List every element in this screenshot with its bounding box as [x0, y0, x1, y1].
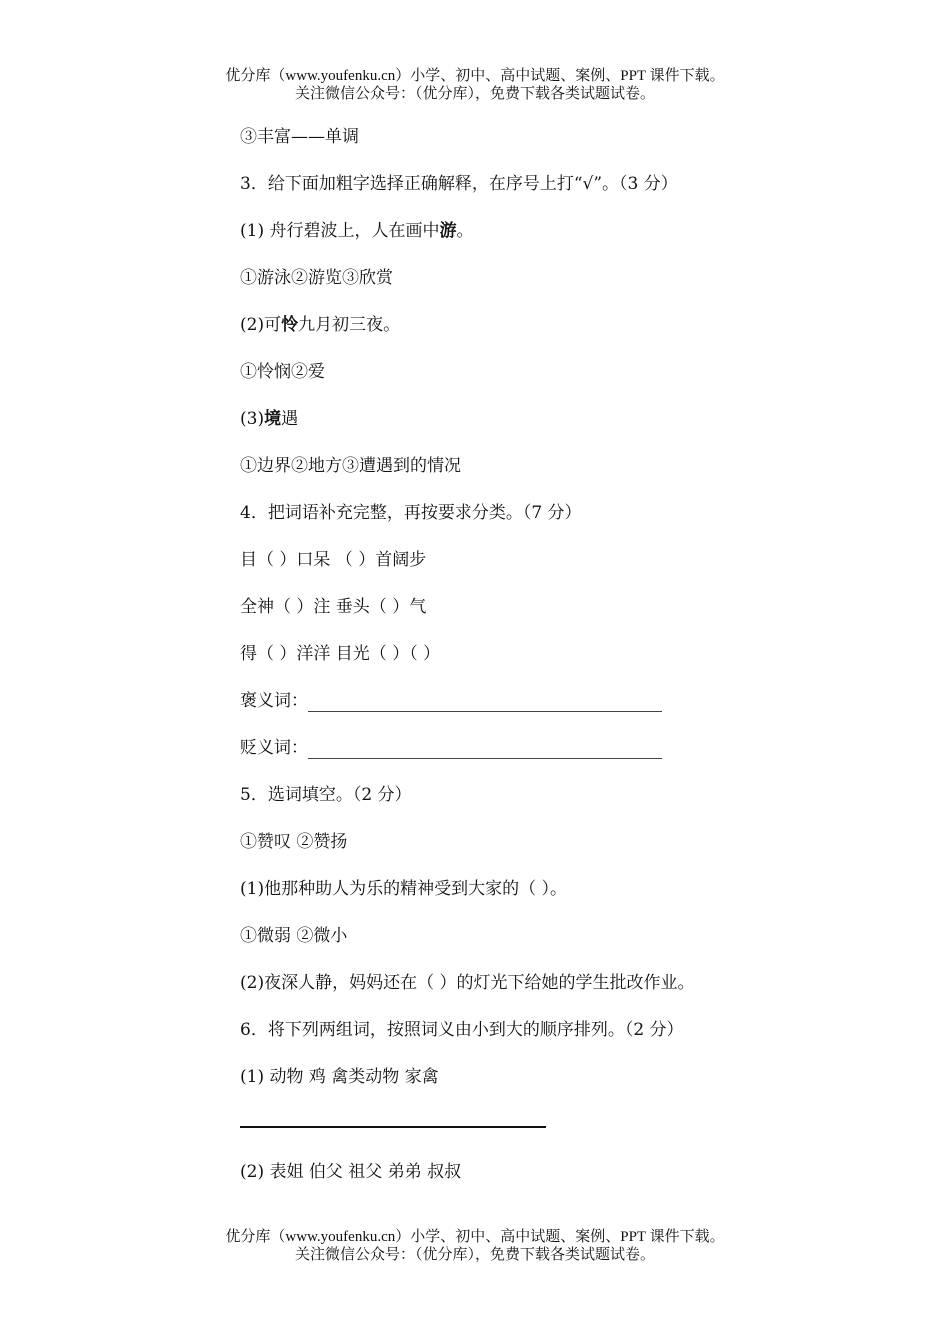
question-6-title: 6．将下列两组词，按照词义由小到大的顺序排列。（2 分） — [240, 1020, 684, 1040]
question-5-item-2: (2)夜深人静，妈妈还在（ ）的灯光下给她的学生批改作业。 — [240, 973, 695, 993]
footer-line-2: 关注微信公众号：（优分库），免费下载各类试题试卷。 — [294, 1247, 655, 1263]
header-line-1: 优分库（www.youfenku.cn）小学、初中、高中试题、案例、PPT 课件下载。 — [225, 68, 725, 84]
item-text: (1) 舟行碧波上，人在画中 — [240, 221, 440, 241]
item-text: 遇 — [281, 409, 299, 429]
question-3-options-2: ①怜悯②爱 — [240, 362, 325, 382]
idiom-row-1: 目（ ）口呆 （ ）首阔步 — [240, 550, 427, 570]
item-text: (3) — [240, 409, 265, 429]
question-5-item-1: (1)他那种助人为乐的精神受到大家的（ ）。 — [240, 879, 567, 899]
page-footer — [0, 1228, 950, 1264]
question-6-item-2: (2) 表姐 伯父 祖父 弟弟 叔叔 — [240, 1162, 462, 1182]
positive-words-label: 褒义词： — [240, 691, 308, 711]
page-header — [0, 67, 950, 103]
item-text: 九月初三夜。 — [298, 315, 401, 335]
question-5-title: 5．选词填空。（2 分） — [240, 785, 412, 805]
footer-line-1: 优分库（www.youfenku.cn）小学、初中、高中试题、案例、PPT 课件下载。 — [225, 1229, 725, 1245]
bold-character: 境 — [264, 409, 282, 429]
positive-words-blank[interactable] — [308, 697, 662, 712]
bold-character: 游 — [439, 221, 457, 241]
question-3-item-2 — [240, 314, 400, 336]
question-3-options-3: ①边界②地方③遭遇到的情况 — [240, 456, 461, 476]
question-3-title: 3．给下面加粗字选择正确解释，在序号上打“√”。（3 分） — [240, 174, 678, 194]
idiom-row-3: 得（ ）洋洋 目光（ ）（ ） — [240, 644, 441, 664]
answer-option-line: ③丰富——单调 — [240, 127, 359, 147]
positive-words-line — [240, 690, 662, 712]
negative-words-line — [240, 737, 662, 759]
question-3-item-1 — [240, 220, 473, 242]
question-3-item-3 — [240, 408, 298, 430]
question-5-options-1: ①赞叹 ②赞扬 — [240, 832, 348, 852]
negative-words-label: 贬义词： — [240, 738, 308, 758]
negative-words-blank[interactable] — [308, 744, 662, 759]
item-text: (2)可 — [240, 315, 282, 335]
header-line-2: 关注微信公众号：（优分库），免费下载各类试题试卷。 — [294, 86, 655, 102]
bold-character: 怜 — [281, 315, 299, 335]
question-4-title: 4．把词语补充完整，再按要求分类。（7 分） — [240, 503, 582, 523]
answer-line[interactable] — [240, 1126, 546, 1128]
question-5-options-2: ①微弱 ②微小 — [240, 926, 348, 946]
item-text: 。 — [456, 221, 474, 241]
question-3-options-1: ①游泳②游览③欣赏 — [240, 268, 393, 288]
idiom-row-2: 全神（ ）注 垂头（ ）气 — [240, 597, 427, 617]
question-6-item-1: (1) 动物 鸡 禽类动物 家禽 — [240, 1067, 439, 1087]
